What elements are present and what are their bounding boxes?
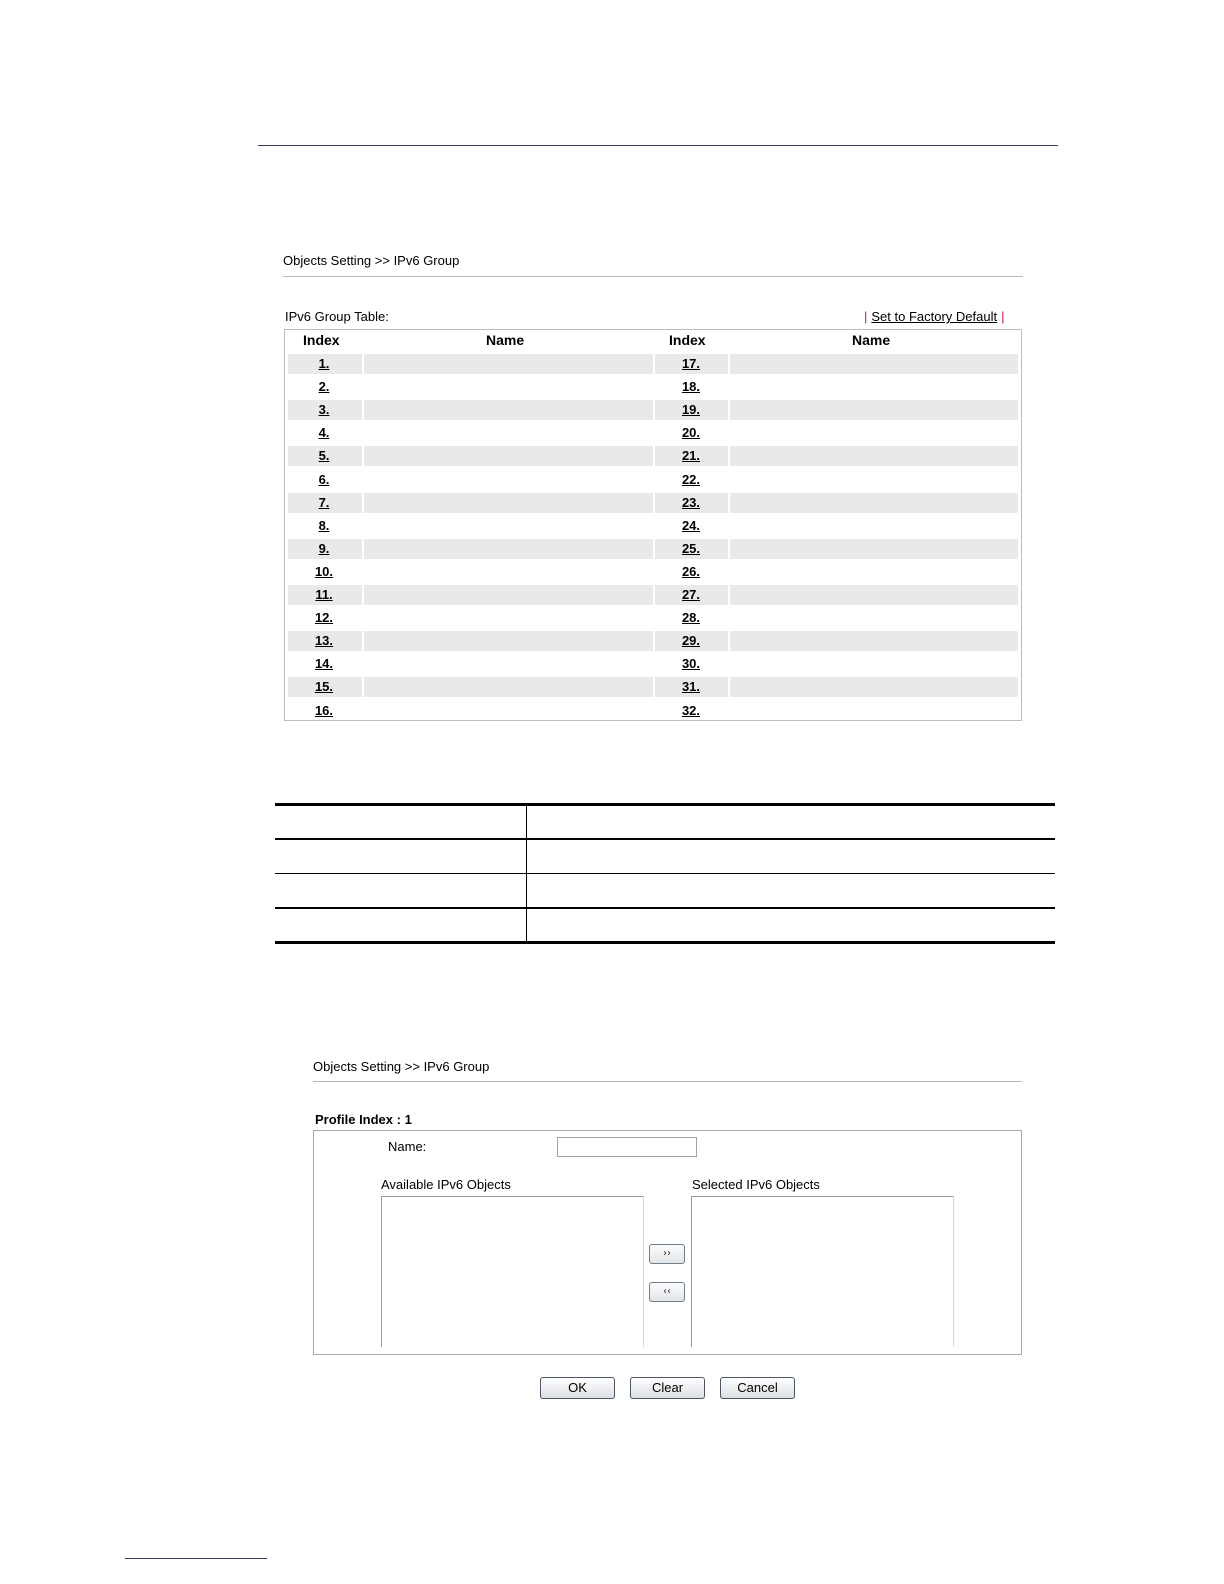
name-cell (730, 585, 1018, 605)
profile-index-link[interactable]: 19. (681, 402, 701, 418)
name-cell (364, 470, 653, 490)
name-cell (730, 654, 1018, 674)
name-cell (730, 400, 1018, 420)
profile-index-link[interactable]: 9. (318, 540, 330, 556)
breadcrumb: Objects Setting >> IPv6 Group (283, 253, 460, 268)
breadcrumb: Objects Setting >> IPv6 Group (313, 1059, 490, 1074)
profile-index-link[interactable]: 18. (681, 379, 701, 395)
table-row (288, 492, 1018, 514)
table-row (288, 584, 1018, 606)
remove-object-button[interactable]: ‹‹ (649, 1282, 685, 1302)
name-input[interactable] (557, 1137, 697, 1157)
profile-index-link[interactable]: 25. (681, 540, 701, 556)
name-cell (364, 677, 653, 697)
name-cell (730, 354, 1018, 374)
page-footer-rule (125, 1558, 267, 1559)
pipe-separator: | (1001, 309, 1005, 324)
profile-index-link[interactable]: 4. (318, 425, 330, 441)
name-cell (730, 377, 1018, 397)
name-cell (730, 701, 1018, 721)
table-row (288, 700, 1018, 722)
table-rule (275, 873, 1055, 874)
profile-index-link[interactable]: 6. (318, 471, 330, 487)
profile-index-link[interactable]: 21. (681, 448, 701, 464)
table-rule (275, 803, 1055, 806)
table-title: IPv6 Group Table: (285, 309, 389, 324)
profile-index-link[interactable]: 14. (314, 656, 334, 672)
page-header-rule (258, 145, 1058, 146)
col-header-index: Index (669, 332, 706, 348)
name-cell (364, 354, 653, 374)
name-cell (730, 516, 1018, 536)
profile-index-link[interactable]: 3. (318, 402, 330, 418)
profile-index-link[interactable]: 28. (681, 610, 701, 626)
profile-index-link[interactable]: 12. (314, 610, 334, 626)
table-rule (275, 941, 1055, 944)
profile-index-link[interactable]: 5. (318, 448, 330, 464)
name-cell (364, 631, 653, 651)
profile-index-link[interactable]: 23. (681, 494, 701, 510)
factory-default-bar (860, 309, 1009, 324)
name-cell (364, 446, 653, 466)
profile-index-link[interactable]: 8. (318, 517, 330, 533)
name-cell (730, 446, 1018, 466)
profile-index-link[interactable]: 30. (681, 656, 701, 672)
ok-button[interactable]: OK (540, 1377, 615, 1399)
profile-index-link[interactable]: 15. (314, 679, 334, 695)
profile-index-link[interactable]: 2. (318, 379, 330, 395)
profile-index-link[interactable]: 10. (314, 563, 334, 579)
table-row (288, 653, 1018, 675)
profile-index-link[interactable]: 17. (681, 356, 701, 371)
profile-index-link[interactable]: 7. (318, 494, 330, 510)
table-row (288, 676, 1018, 698)
profile-index-title: Profile Index : 1 (315, 1112, 412, 1127)
name-cell (730, 493, 1018, 513)
table-row (288, 376, 1018, 398)
table-row (288, 469, 1018, 491)
name-cell (364, 562, 653, 582)
name-cell (730, 562, 1018, 582)
table-row (288, 515, 1018, 537)
profile-index-link[interactable]: 24. (681, 517, 701, 533)
table-row (288, 399, 1018, 421)
selected-objects-label: Selected IPv6 Objects (692, 1177, 820, 1192)
pipe-separator: | (864, 309, 868, 324)
name-label: Name: (388, 1139, 427, 1154)
col-header-index: Index (303, 332, 340, 348)
table-row (288, 353, 1018, 375)
clear-button[interactable]: Clear (630, 1377, 705, 1399)
profile-index-link[interactable]: 16. (314, 702, 334, 718)
name-cell (364, 423, 653, 443)
name-cell (730, 470, 1018, 490)
available-objects-label: Available IPv6 Objects (381, 1177, 511, 1192)
table-row (288, 538, 1018, 560)
ipv6-group-table (284, 329, 1022, 721)
name-cell (730, 423, 1018, 443)
name-cell (364, 608, 653, 628)
table-rule (275, 838, 1055, 840)
col-header-name: Name (486, 332, 525, 348)
name-cell (364, 377, 653, 397)
name-cell (364, 400, 653, 420)
profile-index-link[interactable]: 11. (315, 587, 333, 602)
name-cell (730, 539, 1018, 559)
table-column-divider (526, 803, 527, 943)
cancel-button[interactable]: Cancel (720, 1377, 795, 1399)
profile-index-link[interactable]: 22. (681, 471, 701, 487)
table-rule (275, 907, 1055, 909)
add-object-button[interactable]: ›› (649, 1244, 685, 1264)
name-cell (364, 585, 653, 605)
breadcrumb-divider (313, 1081, 1022, 1082)
name-cell (730, 631, 1018, 651)
table-row (288, 607, 1018, 629)
available-objects-listbox[interactable] (381, 1196, 644, 1347)
breadcrumb-divider (283, 276, 1023, 277)
name-cell (730, 677, 1018, 697)
table-row (288, 422, 1018, 444)
name-cell (364, 493, 653, 513)
profile-index-link[interactable]: 26. (681, 563, 701, 579)
profile-index-link[interactable]: 27. (681, 587, 701, 602)
col-header-name: Name (852, 332, 891, 348)
profile-index-link[interactable]: 31. (681, 679, 701, 695)
name-cell (364, 539, 653, 559)
name-cell (730, 608, 1018, 628)
description-table (275, 803, 1055, 943)
profile-index-link[interactable]: 32. (681, 702, 701, 718)
profile-index-link[interactable]: 1. (318, 356, 330, 371)
profile-index-link[interactable]: 20. (681, 425, 701, 441)
profile-index-link[interactable]: 29. (681, 633, 701, 649)
name-cell (364, 516, 653, 536)
set-factory-default-link[interactable]: Set to Factory Default (871, 309, 998, 324)
table-row (288, 445, 1018, 467)
profile-index-link[interactable]: 13. (314, 633, 334, 649)
name-cell (364, 701, 653, 721)
name-cell (364, 654, 653, 674)
table-row (288, 561, 1018, 583)
selected-objects-listbox[interactable] (691, 1196, 954, 1347)
table-row (288, 630, 1018, 652)
